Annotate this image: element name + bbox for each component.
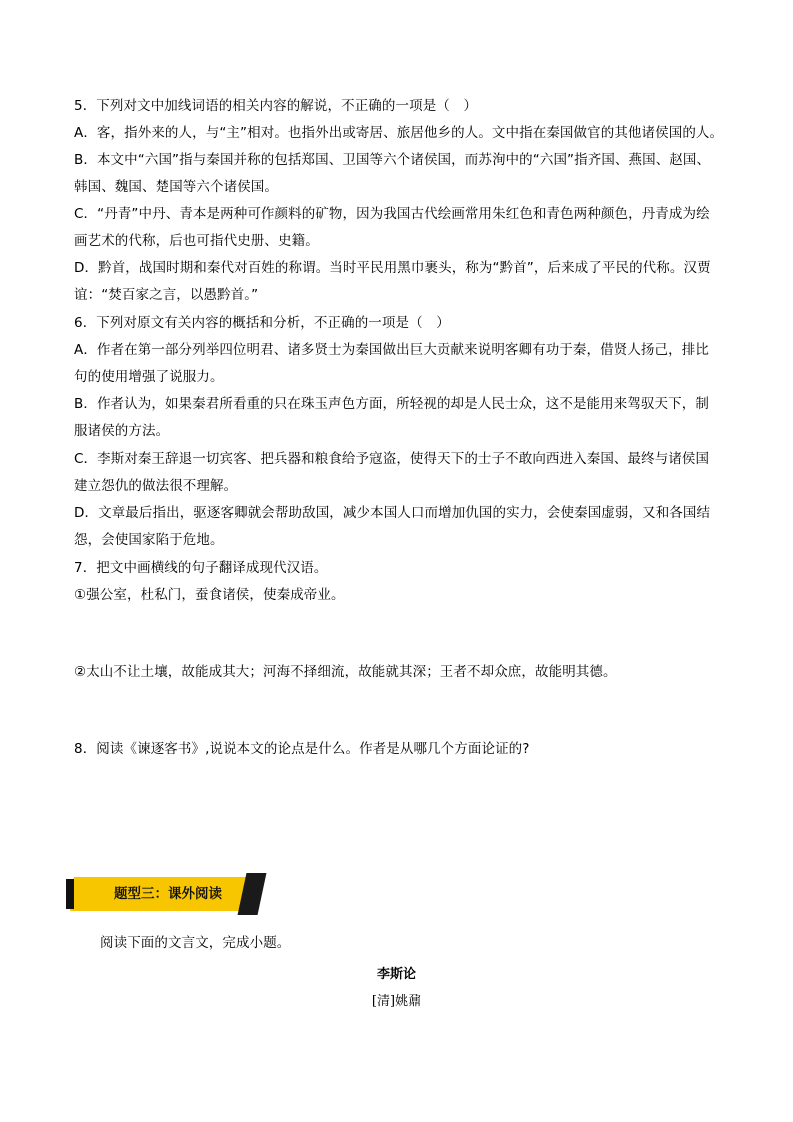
question-5-option-a: A．客，指外来的人，与“主”相对。也指外出或寄居、旅居他乡的人。文中指在秦国做官的其他诸侯国的人。 <box>74 125 724 141</box>
section-banner <box>66 873 262 915</box>
question-5-option-d-line1: D．黔首，战国时期和秦代对百姓的称谓。当时平民用黑巾裹头，称为“黔首”，后来成了平民的代称。汉贾 <box>74 260 711 276</box>
question-6-option-d-line2: 怨，会使国家陷于危地。 <box>74 532 224 548</box>
question-6-option-c-line1: C．李斯对秦王辞退一切宾客、把兵器和粮食给予寇盗，使得天下的士子不敢向西进入秦国、最终与诸侯国 <box>74 451 710 467</box>
question-5-option-b-line1: B．本文中“六国”指与秦国并称的包括郑国、卫国等六个诸侯国，而苏洵中的“六国”指齐国、燕国、赵国、 <box>74 152 711 168</box>
question-6-stem: 6．下列对原文有关内容的概括和分析，不正确的一项是（ ） <box>74 315 450 331</box>
question-5-option-c-line2: 画艺术的代称，后也可指代史册、史籍。 <box>74 233 319 249</box>
question-5-option-d-line2: 谊：“焚百家之言，以愚黔首。” <box>74 287 259 303</box>
question-5-option-c-line1: C．“丹青”中丹、青本是两种可作颜料的矿物，因为我国古代绘画常用朱红色和青色两种颜色，丹青成为绘 <box>74 206 710 222</box>
question-5-stem: 5．下列对文中加线词语的相关内容的解说，不正确的一项是（ ） <box>74 98 478 114</box>
question-5-option-b-line2: 韩国、魏国、楚国等六个诸侯国。 <box>74 179 278 195</box>
passage-title: 李斯论 <box>376 967 416 982</box>
question-7-sentence-2: ②太山不让土壤，故能成其大；河海不择细流，故能就其深；王者不却众庶，故能明其德。 <box>74 664 617 680</box>
question-6-option-b-line2: 服诸侯的方法。 <box>74 423 170 439</box>
question-6-option-a-line2: 句的使用增强了说服力。 <box>74 369 224 385</box>
question-6-option-c-line2: 建立怨仇的做法很不理解。 <box>74 478 238 494</box>
question-8-stem: 8．阅读《谏逐客书》,说说本文的论点是什么。作者是从哪几个方面论证的? <box>74 741 530 757</box>
reading-instruction: 阅读下面的文言文，完成小题。 <box>100 935 291 951</box>
question-7-stem: 7．把文中画横线的句子翻译成现代汉语。 <box>74 560 328 576</box>
banner-label: 题型三：课外阅读 <box>114 886 222 902</box>
question-7-sentence-1: ①强公室，杜私门，蚕食诸侯，使秦成帝业。 <box>74 587 345 603</box>
banner-left-bar <box>66 879 74 909</box>
question-6-option-a-line1: A．作者在第一部分列举四位明君、诸多贤士为秦国做出巨大贡献来说明客卿有功于秦，借贤人扬己，排比 <box>74 342 709 358</box>
passage-author: [清]姚鼐 <box>371 994 422 1009</box>
question-6-option-d-line1: D．文章最后指出，驱逐客卿就会帮助敌国，减少本国人口而增加仇国的实力，会使秦国虚弱，又和各国结 <box>74 505 711 521</box>
question-6-option-b-line1: B．作者认为，如果秦君所看重的只在珠玉声色方面，所轻视的却是人民士众，这不是能用来驾驭天下，制 <box>74 396 709 412</box>
